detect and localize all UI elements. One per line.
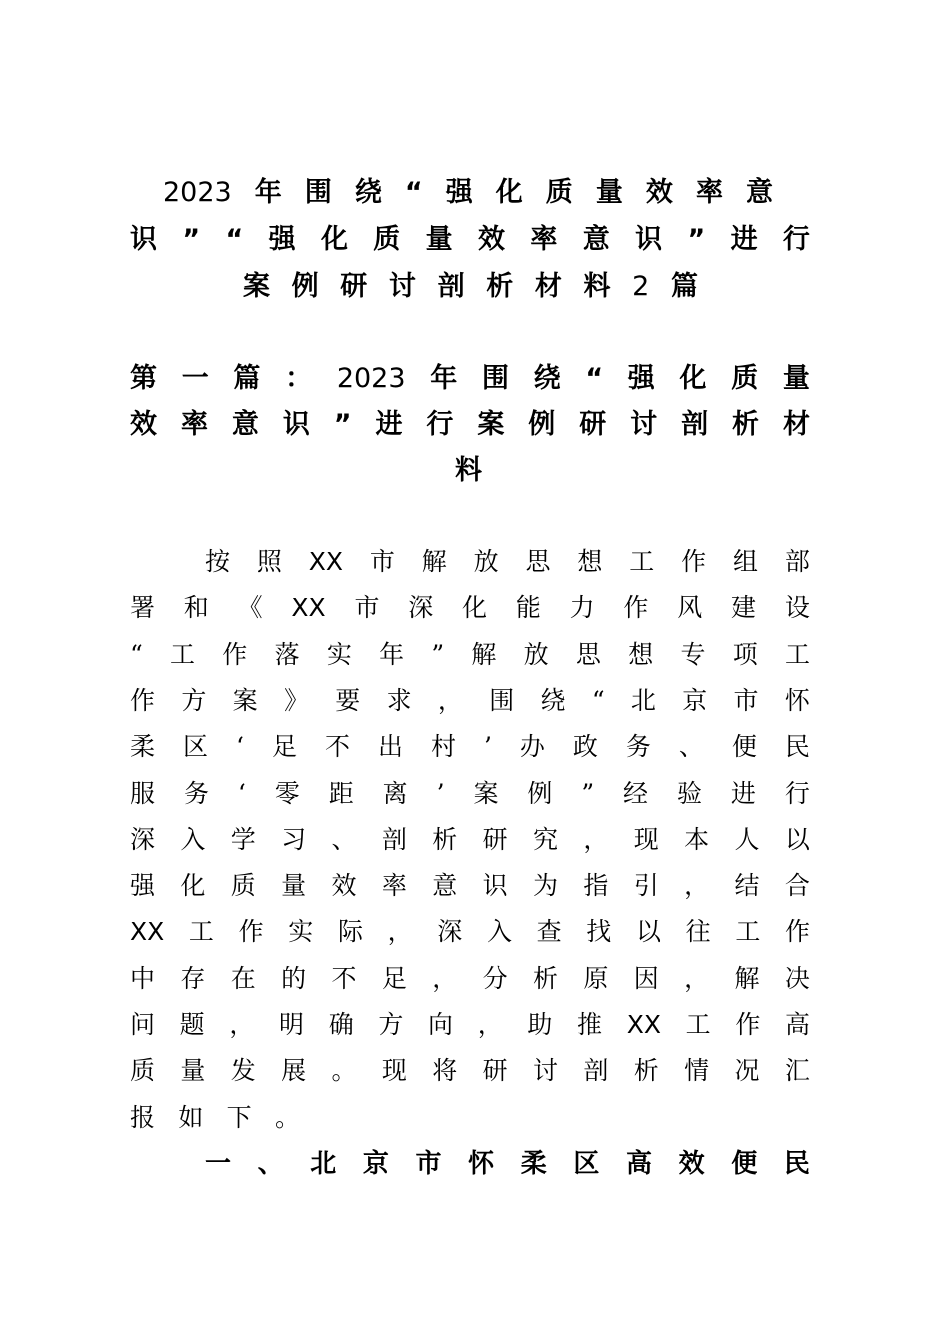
text-glyph: 工 [784, 640, 810, 669]
text-glyph: 2023 [336, 363, 406, 394]
text-glyph: 经 [623, 779, 649, 808]
text-glyph: 率 [695, 177, 723, 208]
text-glyph: 引 [633, 871, 659, 900]
text-glyph: 研 [579, 409, 607, 440]
text-glyph: 署 [130, 593, 156, 622]
text-glyph: 验 [676, 779, 702, 808]
text-glyph: 入 [180, 825, 206, 854]
text-glyph: 合 [784, 871, 810, 900]
text-glyph: 作 [784, 917, 810, 946]
text-glyph: 展 [281, 1056, 307, 1085]
text-glyph: ， [432, 964, 458, 993]
text-glyph: 案 [243, 271, 270, 302]
text-glyph: 意 [432, 871, 458, 900]
text-glyph: 结 [734, 871, 760, 900]
text-glyph: 效 [331, 871, 357, 900]
text-glyph: 高 [784, 1010, 810, 1039]
text-glyph: 想 [577, 547, 603, 576]
text-glyph: “ [130, 640, 143, 669]
text-glyph: 例 [528, 409, 556, 440]
text-glyph: 析 [633, 1056, 659, 1085]
text-glyph: 绕 [540, 686, 566, 715]
text-glyph: 效 [478, 224, 506, 255]
text-glyph: 深 [437, 917, 463, 946]
text-glyph: 强 [627, 363, 655, 394]
text-glyph: ， [684, 964, 710, 993]
text-glyph: 、 [678, 732, 704, 761]
text-glyph: 案 [232, 686, 258, 715]
heading-one-line [205, 1141, 810, 1187]
text-glyph: 如 [178, 1103, 204, 1132]
text-glyph: ‘ [236, 732, 244, 761]
section-title-line [455, 448, 495, 494]
text-glyph: 便 [731, 732, 757, 761]
body-line [130, 632, 810, 678]
text-glyph: 行 [784, 779, 810, 808]
text-glyph: 能 [515, 593, 541, 622]
text-glyph: 进 [730, 224, 758, 255]
text-glyph: 向 [428, 1010, 454, 1039]
text-glyph: 民 [783, 1149, 810, 1179]
text-glyph: 民 [784, 732, 810, 761]
body-line [130, 1048, 810, 1094]
text-glyph: 汇 [784, 1056, 810, 1085]
text-glyph: 下 [226, 1103, 252, 1132]
text-glyph: 作 [681, 547, 707, 576]
text-glyph: 学 [230, 825, 256, 854]
text-glyph: 零 [274, 779, 300, 808]
text-glyph: 风 [677, 593, 703, 622]
text-glyph: 习 [281, 825, 307, 854]
body-line [130, 678, 810, 724]
text-glyph: 案 [477, 409, 505, 440]
body-line [205, 539, 810, 585]
text-glyph: ， [477, 1010, 503, 1039]
text-glyph: 进 [730, 779, 756, 808]
text-glyph: 2 [632, 271, 650, 302]
text-glyph: 析 [732, 409, 759, 440]
text-glyph: 第 [130, 363, 157, 394]
text-glyph: 北 [630, 686, 656, 715]
text-glyph: ， [684, 871, 710, 900]
text-glyph: 剖 [583, 1056, 609, 1085]
text-glyph: 实 [326, 640, 352, 669]
text-glyph: 原 [583, 964, 609, 993]
text-glyph: 怀 [468, 1149, 495, 1179]
text-glyph: 助 [527, 1010, 553, 1039]
text-glyph: 深 [408, 593, 434, 622]
text-glyph: 2023 [163, 177, 232, 208]
document-title-line [130, 217, 810, 263]
text-glyph: 距 [328, 779, 354, 808]
text-glyph: 因 [633, 964, 659, 993]
text-glyph: 人 [734, 825, 760, 854]
text-glyph: 报 [130, 1103, 156, 1132]
text-glyph: 设 [784, 593, 810, 622]
text-glyph: 区 [183, 732, 209, 761]
body-line [130, 771, 810, 817]
text-glyph: 质 [230, 871, 256, 900]
text-glyph: 实 [288, 917, 314, 946]
text-glyph: 务 [183, 779, 209, 808]
text-glyph: 的 [281, 964, 307, 993]
text-glyph: 落 [274, 640, 300, 669]
text-glyph: 行 [782, 224, 810, 255]
text-glyph: 中 [130, 964, 156, 993]
text-glyph: 识 [482, 871, 508, 900]
text-glyph: ， [387, 917, 413, 946]
text-glyph: 按 [205, 547, 231, 576]
text-glyph: 识 [282, 409, 310, 440]
text-glyph: 北 [310, 1149, 337, 1179]
text-glyph: 情 [684, 1056, 710, 1085]
text-glyph: 办 [519, 732, 545, 761]
text-glyph: 明 [279, 1010, 305, 1039]
text-glyph: 思 [525, 547, 551, 576]
text-glyph: ’ [483, 732, 492, 761]
text-glyph: 高 [626, 1149, 653, 1179]
text-glyph: 出 [377, 732, 403, 761]
text-glyph: 不 [331, 964, 357, 993]
text-glyph: 意 [745, 177, 773, 208]
body-line [130, 1095, 300, 1141]
text-glyph: 决 [784, 964, 810, 993]
text-glyph: 绕 [533, 363, 561, 394]
text-glyph: 和 [183, 593, 209, 622]
text-glyph: 化 [462, 593, 488, 622]
text-glyph: ” [687, 224, 706, 255]
text-glyph: XX [626, 1010, 661, 1039]
text-glyph: 柔 [130, 732, 156, 761]
section-title-line [130, 402, 810, 448]
section-title-line [130, 356, 810, 402]
text-glyph: 将 [432, 1056, 458, 1085]
text-glyph: 意 [582, 224, 610, 255]
text-glyph: 效 [130, 409, 157, 440]
text-glyph: 组 [733, 547, 759, 576]
text-glyph: 析 [486, 271, 514, 302]
text-glyph: ” [431, 640, 445, 669]
text-glyph: 析 [533, 964, 559, 993]
text-glyph: 析 [432, 825, 458, 854]
text-glyph: ， [583, 825, 609, 854]
text-glyph: ” [581, 779, 595, 808]
text-glyph: 质 [545, 177, 573, 208]
text-glyph: 想 [628, 640, 654, 669]
text-glyph: 在 [230, 964, 256, 993]
text-glyph: 剖 [381, 825, 407, 854]
body-line [130, 724, 810, 770]
text-glyph: 村 [430, 732, 456, 761]
text-glyph: 研 [340, 271, 368, 302]
text-glyph: 市 [369, 547, 395, 576]
text-glyph: 解 [734, 964, 760, 993]
text-glyph: 率 [530, 224, 558, 255]
text-glyph: 深 [130, 825, 156, 854]
text-glyph: 年 [379, 640, 405, 669]
text-glyph: 务 [625, 732, 651, 761]
text-glyph: 篇 [670, 271, 698, 302]
text-glyph: 围 [481, 363, 509, 394]
text-glyph: XX [308, 547, 344, 576]
text-glyph: 工 [735, 917, 761, 946]
text-glyph: 题 [179, 1010, 205, 1039]
text-glyph: 质 [373, 224, 401, 255]
document-title-line [243, 264, 698, 310]
text-glyph: 讨 [388, 271, 416, 302]
text-glyph: 市 [733, 686, 759, 715]
text-glyph: 政 [572, 732, 598, 761]
text-glyph: 《 [237, 593, 263, 622]
text-glyph: 篇 [233, 363, 261, 394]
body-line [130, 909, 810, 955]
text-glyph: 往 [685, 917, 711, 946]
text-glyph: 化 [180, 871, 206, 900]
text-glyph: 识 [635, 224, 663, 255]
text-glyph: 怀 [784, 686, 810, 715]
text-glyph: 研 [482, 825, 508, 854]
document-title-line [163, 170, 773, 216]
text-glyph: 离 [382, 779, 408, 808]
text-glyph: “ [585, 363, 604, 394]
text-glyph: 、 [331, 825, 357, 854]
text-glyph: 年 [430, 363, 458, 394]
text-glyph: 发 [230, 1056, 256, 1085]
text-glyph: 工 [170, 640, 196, 669]
text-glyph: ’ [436, 779, 445, 808]
text-glyph: 量 [425, 224, 453, 255]
text-glyph: 化 [495, 177, 523, 208]
text-glyph: 意 [231, 409, 259, 440]
text-glyph: 例 [527, 779, 553, 808]
text-glyph: 材 [534, 271, 562, 302]
text-glyph: 方 [181, 686, 207, 715]
text-glyph: 区 [573, 1149, 600, 1179]
text-glyph: 围 [304, 177, 332, 208]
text-glyph: 效 [645, 177, 673, 208]
text-glyph: 讨 [533, 1056, 559, 1085]
text-glyph: 一 [205, 1149, 232, 1179]
text-glyph: ‘ [237, 779, 246, 808]
text-glyph: 工 [188, 917, 214, 946]
text-glyph: 放 [523, 640, 549, 669]
text-glyph: 率 [180, 409, 208, 440]
text-glyph: 率 [381, 871, 407, 900]
text-glyph: XX [291, 593, 326, 622]
text-glyph: 。 [274, 1103, 300, 1132]
text-glyph: 作 [623, 593, 649, 622]
text-glyph: 便 [731, 1149, 758, 1179]
text-glyph: 、 [257, 1149, 284, 1179]
text-glyph: 工 [685, 1010, 711, 1039]
text-glyph: 量 [180, 1056, 206, 1085]
text-glyph: 研 [482, 1056, 508, 1085]
text-glyph: 问 [130, 1010, 156, 1039]
text-glyph: 识 [130, 224, 157, 255]
text-glyph: 化 [679, 363, 707, 394]
text-glyph: 案 [473, 779, 499, 808]
text-glyph: 京 [362, 1149, 389, 1179]
body-line [130, 1002, 810, 1048]
text-glyph: “ [225, 224, 244, 255]
text-glyph: 建 [731, 593, 757, 622]
text-glyph: 以 [784, 825, 810, 854]
text-glyph: 查 [536, 917, 562, 946]
text-glyph: 市 [354, 593, 380, 622]
text-glyph: 解 [471, 640, 497, 669]
text-glyph: 方 [378, 1010, 404, 1039]
text-glyph: 入 [486, 917, 512, 946]
text-glyph: 足 [271, 732, 297, 761]
text-glyph: 照 [256, 547, 282, 576]
text-glyph: 行 [426, 409, 454, 440]
text-glyph: ， [437, 686, 463, 715]
body-line [130, 585, 810, 631]
text-glyph: 究 [533, 825, 559, 854]
text-glyph: 剖 [681, 409, 709, 440]
text-glyph: 市 [415, 1149, 442, 1179]
text-glyph: 质 [130, 1056, 156, 1085]
text-glyph: 强 [445, 177, 473, 208]
text-glyph: 讨 [630, 409, 658, 440]
text-glyph: 找 [586, 917, 612, 946]
text-glyph: 确 [328, 1010, 354, 1039]
body-line [130, 956, 810, 1002]
text-glyph: 年 [254, 177, 282, 208]
text-glyph: 量 [281, 871, 307, 900]
text-glyph: 足 [381, 964, 407, 993]
text-glyph: 放 [473, 547, 499, 576]
text-glyph: 围 [489, 686, 515, 715]
text-glyph: 质 [731, 363, 759, 394]
text-glyph: 解 [421, 547, 447, 576]
text-glyph: 为 [533, 871, 559, 900]
text-glyph: 况 [734, 1056, 760, 1085]
text-glyph: 专 [680, 640, 706, 669]
text-glyph: 强 [268, 224, 296, 255]
text-glyph: 思 [575, 640, 601, 669]
text-glyph: 力 [569, 593, 595, 622]
text-glyph: 量 [782, 363, 810, 394]
text-glyph: ： [285, 363, 313, 394]
text-glyph: 项 [732, 640, 758, 669]
text-glyph: “ [404, 177, 423, 208]
text-glyph: 料 [583, 271, 611, 302]
text-glyph: 存 [180, 964, 206, 993]
text-glyph: 际 [337, 917, 363, 946]
body-line [130, 817, 810, 863]
text-glyph: ” [182, 224, 201, 255]
text-glyph: 推 [577, 1010, 603, 1039]
text-glyph: 京 [682, 686, 708, 715]
text-glyph: “ [591, 686, 605, 715]
text-glyph: 现 [381, 1056, 407, 1085]
text-glyph: 现 [633, 825, 659, 854]
text-glyph: 作 [735, 1010, 761, 1039]
text-glyph: 量 [595, 177, 623, 208]
text-glyph: 一 [181, 363, 209, 394]
body-line [130, 863, 810, 909]
text-glyph: 效 [678, 1149, 705, 1179]
text-glyph: 工 [629, 547, 655, 576]
text-glyph: 料 [455, 455, 482, 486]
text-glyph: 化 [320, 224, 348, 255]
text-glyph: 》 [283, 686, 309, 715]
text-glyph: 指 [583, 871, 609, 900]
text-glyph: XX [130, 917, 165, 946]
text-glyph: 绕 [354, 177, 382, 208]
text-glyph: 柔 [520, 1149, 547, 1179]
text-glyph: 例 [291, 271, 319, 302]
text-glyph: ， [229, 1010, 255, 1039]
text-glyph: 以 [635, 917, 661, 946]
text-glyph: ” [333, 409, 352, 440]
text-glyph: 材 [782, 409, 810, 440]
text-glyph: 强 [130, 871, 156, 900]
text-glyph: 。 [331, 1056, 357, 1085]
text-glyph: 部 [784, 547, 810, 576]
text-glyph: 作 [222, 640, 248, 669]
text-glyph: 不 [324, 732, 350, 761]
text-glyph: 作 [130, 686, 156, 715]
text-glyph: 求 [386, 686, 412, 715]
text-glyph: 剖 [437, 271, 465, 302]
text-glyph: 作 [238, 917, 264, 946]
text-glyph: 本 [684, 825, 710, 854]
text-glyph: 要 [335, 686, 361, 715]
text-glyph: 分 [482, 964, 508, 993]
text-glyph: 服 [130, 779, 156, 808]
text-glyph: 进 [375, 409, 403, 440]
